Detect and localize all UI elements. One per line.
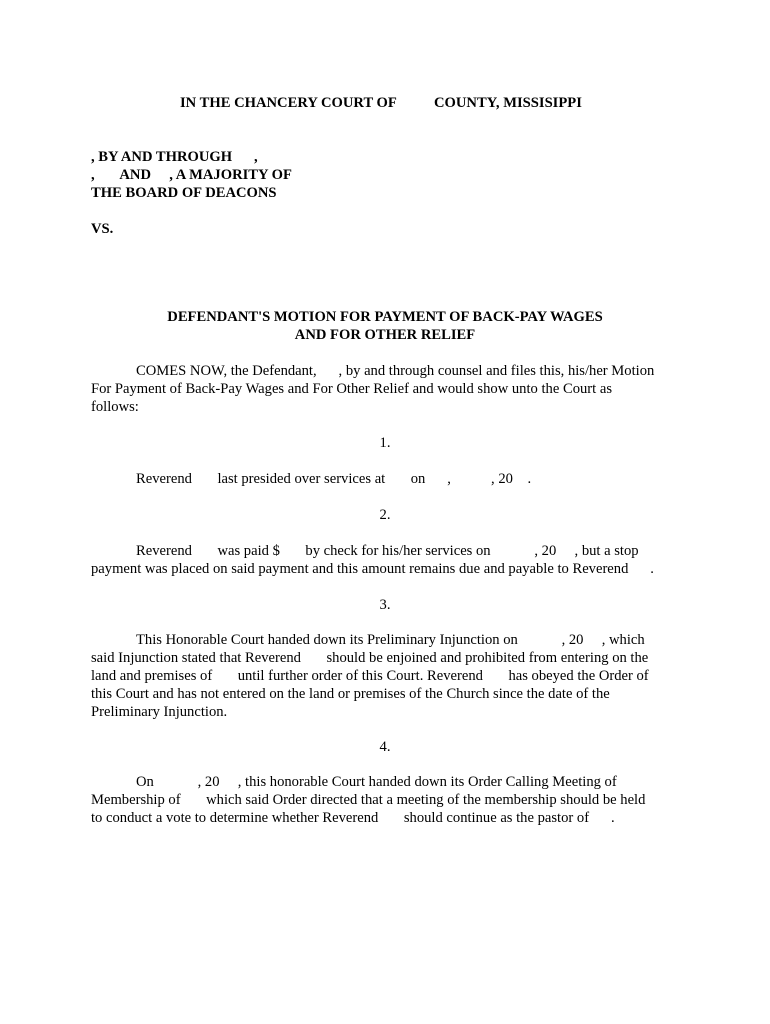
paragraph-line: said Injunction stated that Reverend should be enjoined and prohibited from entering on the <box>91 650 649 666</box>
paragraph-line: Membership of which said Order directed that a meeting of the membership should be held <box>91 792 646 808</box>
paragraph-line: This Honorable Court handed down its Preliminary Injunction on , 20 , which <box>136 632 645 648</box>
paragraph-line: this Court and has not entered on the land or premises of the Church since the date of the <box>91 686 610 702</box>
paragraph-line: to conduct a vote to determine whether Reverend should continue as the pastor of . <box>91 810 615 826</box>
paragraph-line: land and premises of until further order of this Court. Reverend has obeyed the Order of <box>91 668 649 684</box>
section-number: 3. <box>379 597 391 613</box>
section-number: 4. <box>379 739 391 755</box>
paragraph-line: Preliminary Injunction. <box>91 704 228 720</box>
paragraph-line: Reverend was paid $ by check for his/her services on , 20 , but a stop <box>136 543 639 559</box>
intro-line-1: COMES NOW, the Defendant, , by and through counsel and files this, his/her Motion <box>136 363 655 379</box>
section-number: 1. <box>379 435 391 451</box>
paragraph-line: On , 20 , this honorable Court handed down its Order Calling Meeting of <box>136 774 617 790</box>
court-heading-right: COUNTY, MISSISIPPI <box>434 95 582 111</box>
party-line-3: THE BOARD OF DEACONS <box>91 185 277 201</box>
paragraph-line: payment was placed on said payment and this amount remains due and payable to Reverend . <box>91 561 654 577</box>
intro-line-2: For Payment of Back-Pay Wages and For Other Relief and would show unto the Court as <box>91 381 613 397</box>
party-line-1: , BY AND THROUGH , <box>91 149 258 165</box>
party-line-2: , AND , A MAJORITY OF <box>91 167 292 183</box>
court-heading-left: IN THE CHANCERY COURT OF <box>180 95 397 111</box>
versus-label: VS. <box>91 221 114 237</box>
motion-title-line-1: DEFENDANT'S MOTION FOR PAYMENT OF BACK-PAY WAGES <box>167 309 603 325</box>
intro-line-3: follows: <box>91 399 139 415</box>
section-number: 2. <box>379 507 391 523</box>
motion-title-line-2: AND FOR OTHER RELIEF <box>294 327 476 343</box>
paragraph-line: Reverend last presided over services at on , , 20 . <box>136 471 532 487</box>
